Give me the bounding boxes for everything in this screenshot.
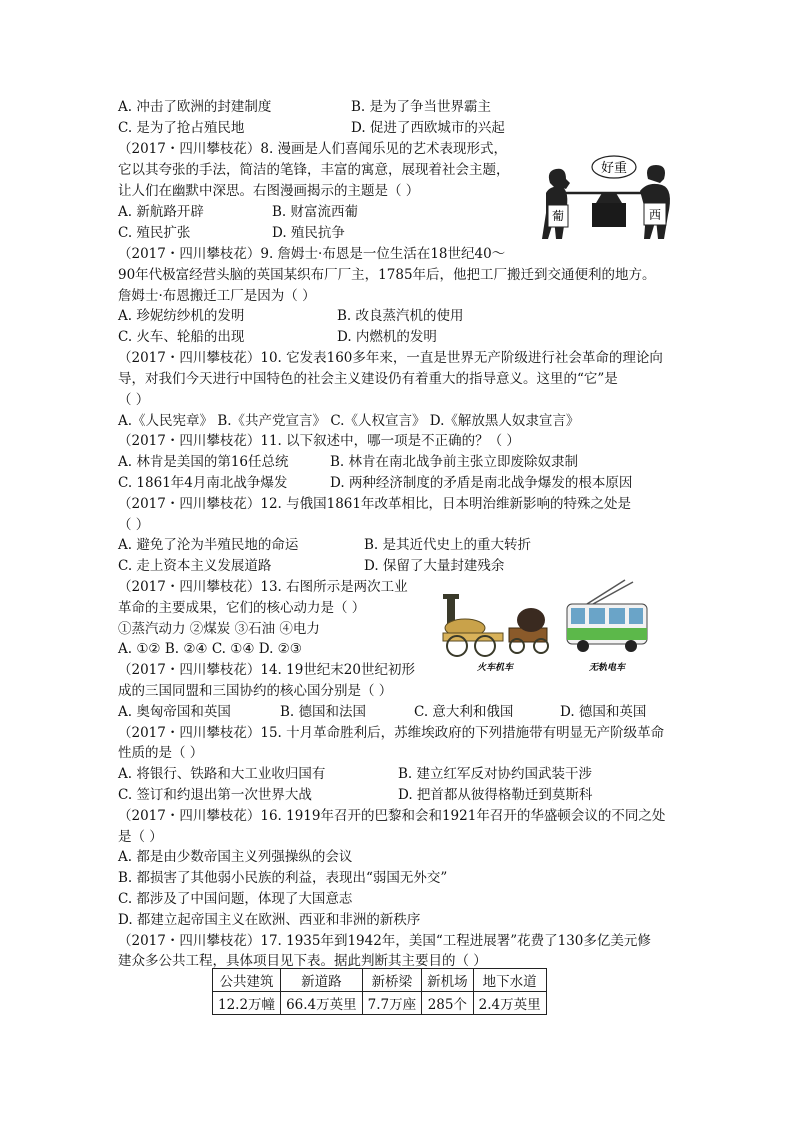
q13-options: A. ①② B. ②④ C. ①④ D. ②③ bbox=[118, 641, 302, 657]
q12-option-d: D. 保留了大量封建残余 bbox=[364, 558, 505, 574]
table-header-row bbox=[213, 969, 547, 992]
q10-stem-line2: 导，对我们今天进行中国特色的社会主义建设仍有着重大的指导意义。这里的“它”是 bbox=[118, 371, 618, 387]
cartoon-left-label: 葡 bbox=[551, 209, 565, 223]
table-header-cell: 公共建筑 bbox=[213, 969, 281, 992]
cartoon-right-label: 西 bbox=[648, 208, 662, 222]
q7-option-a: A. 冲击了欧洲的封建制度 bbox=[118, 99, 272, 115]
q14-option-d: D. 德国和英国 bbox=[560, 704, 647, 720]
q16-option-d: D. 都建立起帝国主义在欧洲、西亚和非洲的新秩序 bbox=[118, 912, 421, 928]
q15-stem-line1: （2017・四川攀枝花）15. 十月革命胜利后，苏维埃政府的下列措施带有明显无产阶级革命 bbox=[118, 725, 665, 741]
caption-trolleybus: 无轨电车 bbox=[588, 663, 626, 673]
q12-option-c: C. 走上资本主义发展道路 bbox=[118, 558, 272, 574]
q14-stem-line1: （2017・四川攀枝花）14. 19世纪末20世纪初形 bbox=[118, 662, 415, 678]
q11-option-b: B. 林肯在南北战争前主张立即废除奴隶制 bbox=[330, 454, 579, 470]
q9-stem-line1: （2017・四川攀枝花）9. 詹姆士·布恩是一位生活在18世纪40～ bbox=[118, 246, 506, 262]
q16-option-c: C. 都涉及了中国问题，体现了大国意志 bbox=[118, 891, 353, 907]
q14-stem-line2: 成的三国同盟和三国协约的核心国分别是（ ） bbox=[118, 683, 393, 699]
q11-option-d: D. 两种经济制度的矛盾是南北战争爆发的根本原因 bbox=[330, 475, 633, 491]
q8-stem-line1: （2017・四川攀枝花）8. 漫画是人们喜闻乐见的艺术表现形式， bbox=[118, 141, 508, 157]
q12-stem-line2: （ ） bbox=[118, 517, 150, 533]
locomotive-illustration bbox=[443, 594, 548, 656]
table-cell: 7.7万座 bbox=[362, 992, 421, 1015]
q7-option-d: D. 促进了西欧城市的兴起 bbox=[351, 120, 505, 136]
public-works-table bbox=[212, 968, 547, 1015]
q13-items: ①蒸汽动力 ②煤炭 ③石油 ④电力 bbox=[118, 621, 320, 637]
q10-stem-line1: （2017・四川攀枝花）10. 它发表160多年来，一直是世界无产阶级进行社会革命的理论向 bbox=[118, 350, 663, 366]
q8-option-b: B. 财富流西葡 bbox=[272, 204, 359, 220]
q14-option-b: B. 德国和法国 bbox=[280, 704, 367, 720]
q10-stem-line3: （ ） bbox=[118, 392, 150, 408]
q7-option-b: B. 是为了争当世界霸主 bbox=[351, 99, 492, 115]
cartoon-image bbox=[536, 153, 678, 245]
caption-locomotive: 火车机车 bbox=[476, 663, 514, 673]
q9-option-c: C. 火车、轮船的出现 bbox=[118, 329, 245, 345]
q8-stem-line2: 它以其夸张的手法，简洁的笔锋，丰富的寓意，展现着社会主题， bbox=[118, 162, 510, 178]
table-header-cell: 地下水道 bbox=[473, 969, 546, 992]
table-row bbox=[213, 992, 547, 1015]
q13-stem-line2: 革命的主要成果，它们的核心动力是（ ） bbox=[118, 600, 366, 616]
q16-option-a: A. 都是由少数帝国主义列强操纵的会议 bbox=[118, 849, 353, 865]
q14-option-c: C. 意大利和俄国 bbox=[414, 704, 514, 720]
q7-option-c: C. 是为了抢占殖民地 bbox=[118, 120, 245, 136]
table-cell: 12.2万幢 bbox=[213, 992, 281, 1015]
q9-option-a: A. 珍妮纺纱机的发明 bbox=[118, 308, 245, 324]
q13-stem-line1: （2017・四川攀枝花）13. 右图所示是两次工业 bbox=[118, 579, 408, 595]
q15-option-b: B. 建立红军反对协约国武装干涉 bbox=[398, 766, 593, 782]
q14-option-a: A. 奥匈帝国和英国 bbox=[118, 704, 231, 720]
q15-stem-line2: 性质的是（ ） bbox=[118, 745, 204, 761]
q15-option-c: C. 签订和约退出第一次世界大战 bbox=[118, 787, 312, 803]
q17-stem-line2: 建众多公共工程，具体项目见下表。据此判断其主要目的（ ） bbox=[118, 953, 487, 969]
q8-stem-line3: 让人们在幽默中深思。右图漫画揭示的主题是（ ） bbox=[118, 183, 420, 199]
q12-option-a: A. 避免了沦为半殖民地的命运 bbox=[118, 537, 299, 553]
locomotive-trolleybus-image bbox=[437, 578, 649, 678]
table-cell: 66.4万英里 bbox=[281, 992, 363, 1015]
q10-options: A.《人民宪章》 B.《共产党宣言》 C.《人权宣言》 D.《解放黑人奴隶宣言》 bbox=[118, 413, 580, 429]
q16-stem-line1: （2017・四川攀枝花）16. 1919年召开的巴黎和会和1921年召开的华盛顿会议的不同之处 bbox=[118, 808, 666, 824]
q8-option-a: A. 新航路开辟 bbox=[118, 204, 204, 220]
table-header-cell: 新道路 bbox=[281, 969, 363, 992]
table-cell: 285个 bbox=[422, 992, 474, 1015]
q12-stem-line1: （2017・四川攀枝花）12. 与俄国1861年改革相比，日本明治维新影响的特殊之处是 bbox=[118, 496, 631, 512]
q9-stem-line2: 90年代极富经营头脑的英国某织布厂厂主，1785年后，他把工厂搬迁到交通便利的地方。 bbox=[118, 267, 656, 283]
q9-option-d: D. 内燃机的发明 bbox=[337, 329, 437, 345]
q8-option-d: D. 殖民抗争 bbox=[272, 225, 345, 241]
q15-option-a: A. 将银行、铁路和大工业收归国有 bbox=[118, 766, 326, 782]
trolleybus-illustration bbox=[567, 580, 647, 652]
table-header-cell: 新桥梁 bbox=[362, 969, 421, 992]
q12-option-b: B. 是其近代史上的重大转折 bbox=[364, 537, 532, 553]
q9-stem-line3: 詹姆士·布恩搬迁工厂是因为（ ） bbox=[118, 288, 316, 304]
q16-stem-line2: 是（ ） bbox=[118, 829, 163, 845]
q16-option-b: B. 都损害了其他弱小民族的利益，表现出“弱国无外交” bbox=[118, 870, 448, 886]
table-cell: 2.4万英里 bbox=[473, 992, 546, 1015]
q11-option-a: A. 林肯是美国的第16任总统 bbox=[118, 454, 289, 470]
cartoon-bubble-text: 好重 bbox=[600, 161, 628, 176]
q9-option-b: B. 改良蒸汽机的使用 bbox=[337, 308, 464, 324]
q11-stem-line1: （2017・四川攀枝花）11. 以下叙述中，哪一项是不正确的？（ ） bbox=[118, 433, 520, 449]
q11-option-c: C. 1861年4月南北战争爆发 bbox=[118, 475, 288, 491]
q17-stem-line1: （2017・四川攀枝花）17. 1935年到1942年，美国“工程进展署”花费了130多亿美元修 bbox=[118, 933, 651, 949]
q8-option-c: C. 殖民扩张 bbox=[118, 225, 191, 241]
q15-option-d: D. 把首都从彼得格勒迁到莫斯科 bbox=[398, 787, 593, 803]
table-header-cell: 新机场 bbox=[422, 969, 474, 992]
